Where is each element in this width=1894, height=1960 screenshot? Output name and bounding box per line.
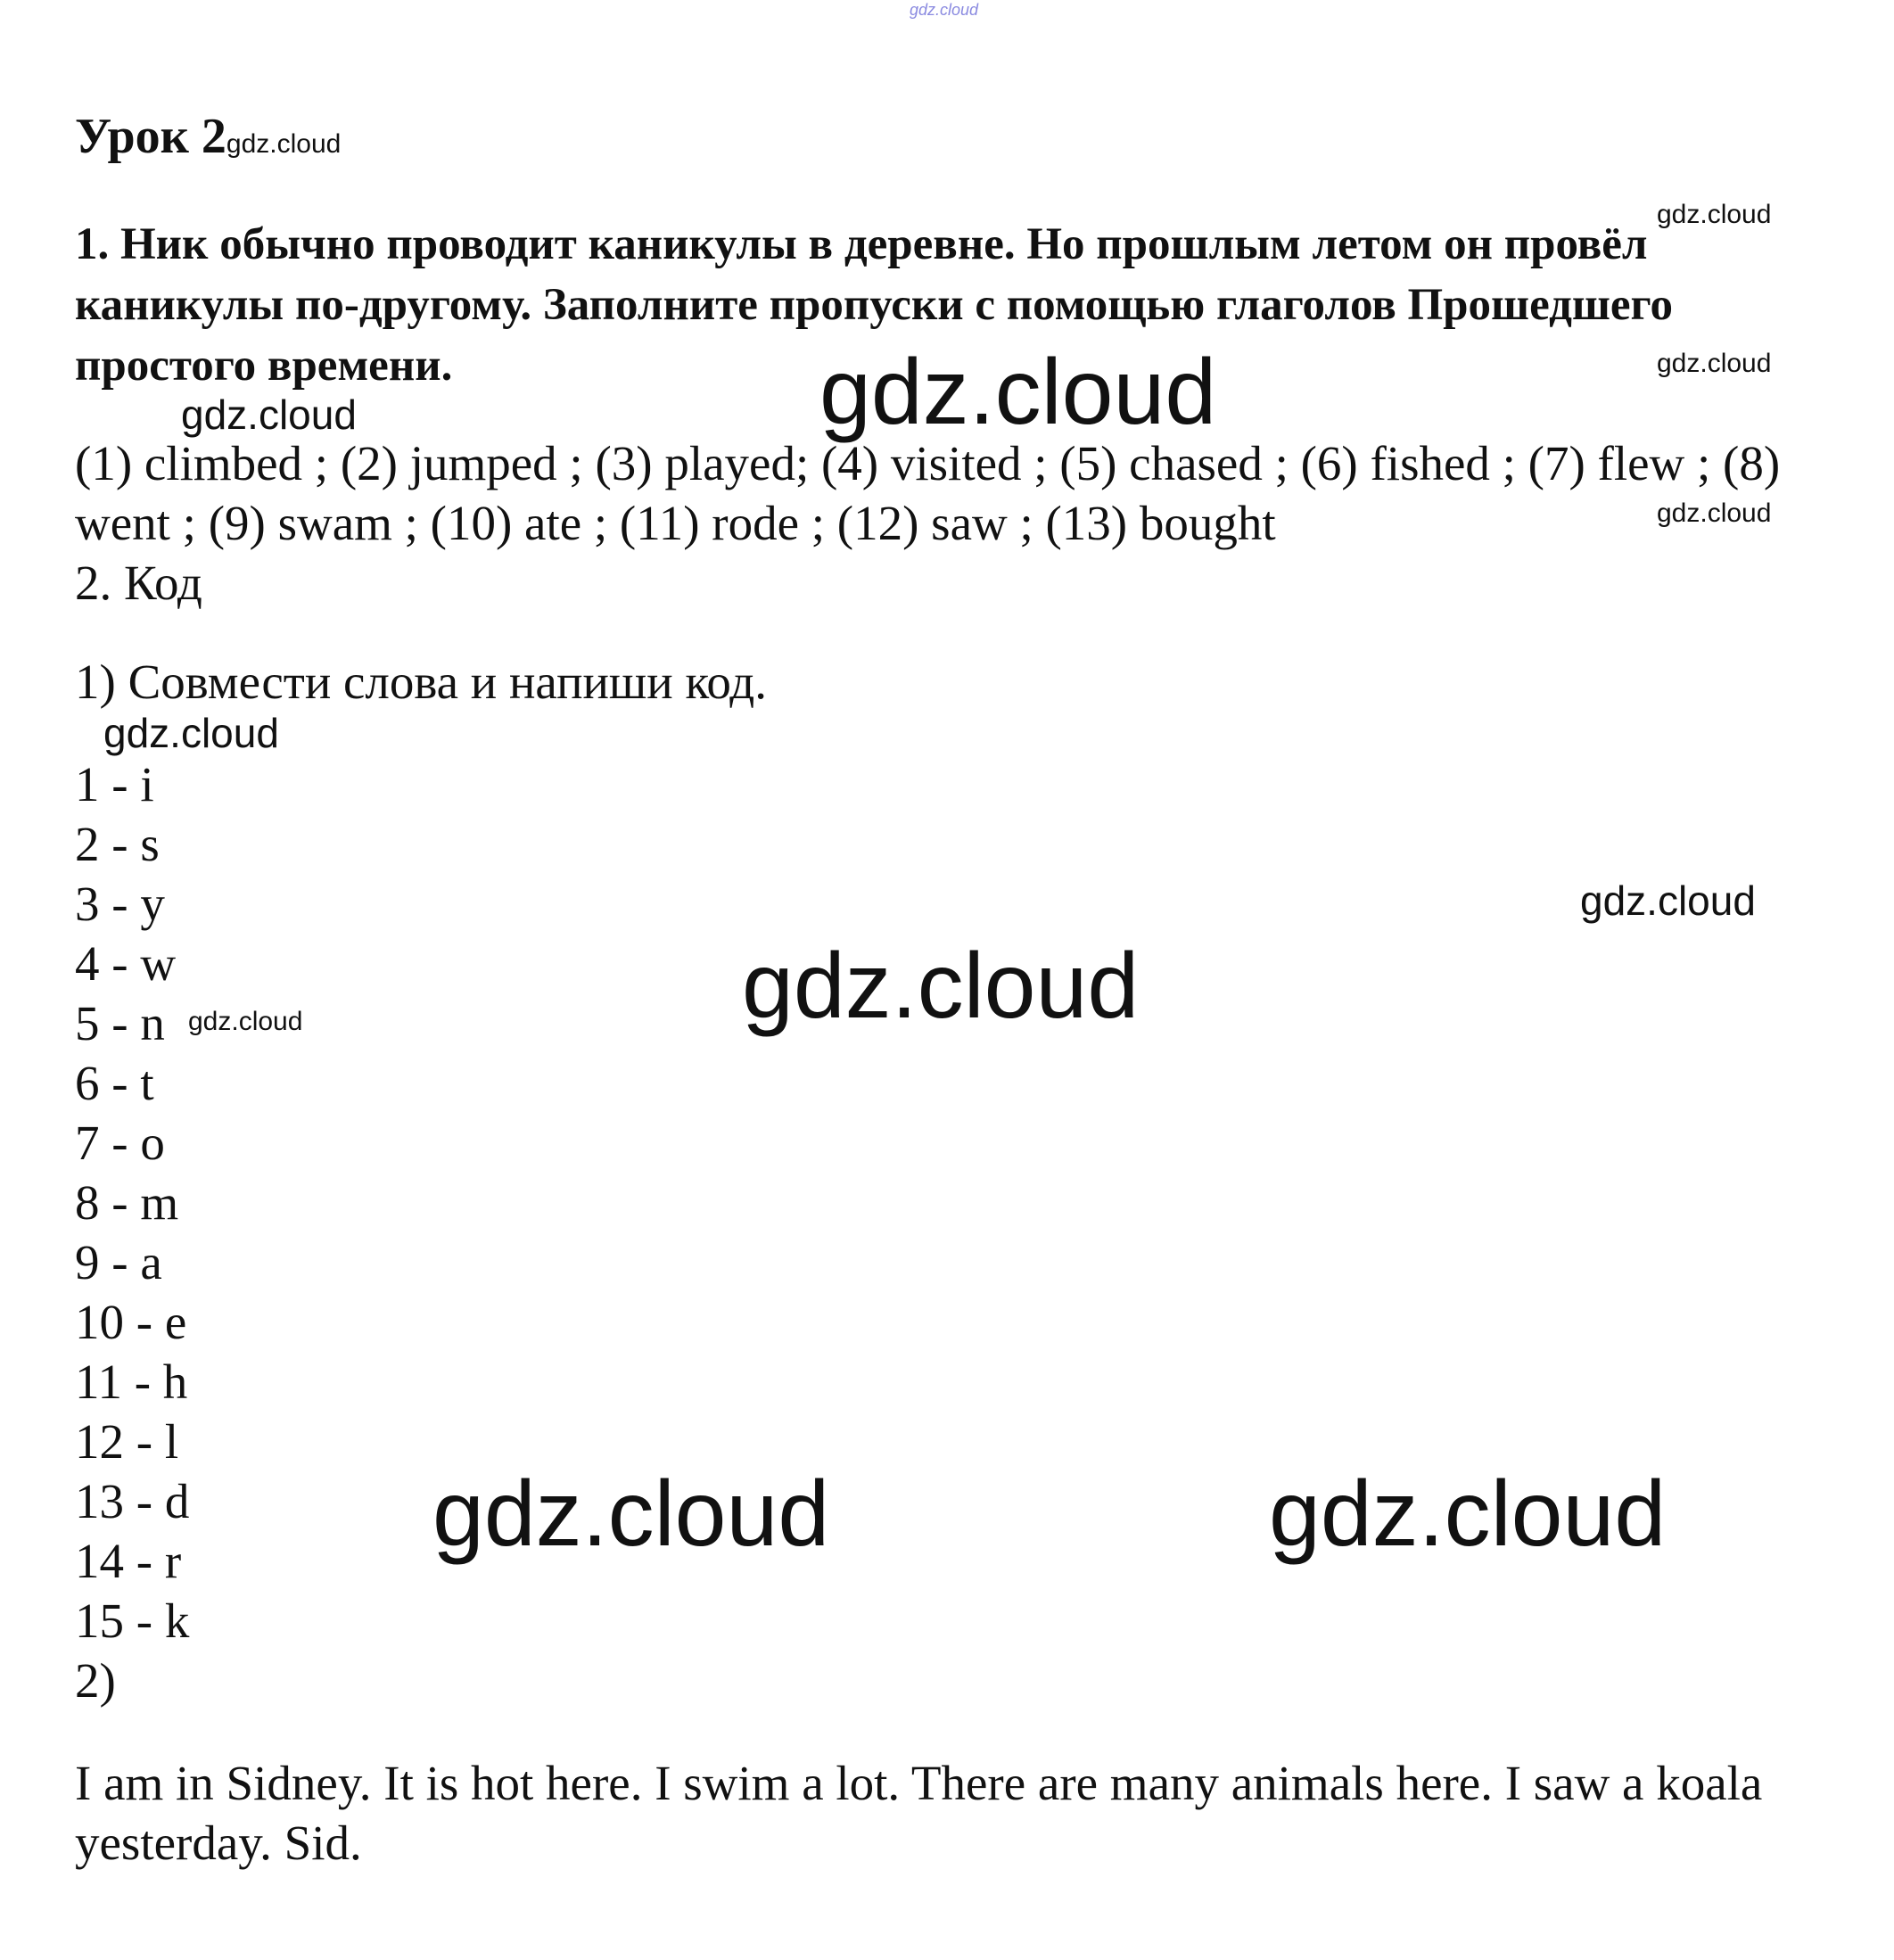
watermark-large: gdz.cloud xyxy=(819,341,1217,444)
watermark-top: gdz.cloud xyxy=(910,1,979,19)
code-item: 15 - k xyxy=(75,1594,190,1648)
watermark-small: gdz.cloud xyxy=(1657,349,1772,378)
code-item: 12 - l xyxy=(75,1414,179,1469)
code-list xyxy=(75,754,189,1710)
task2-heading: 2. Код xyxy=(75,556,202,610)
task2-sub2: 2) xyxy=(75,1653,116,1708)
watermark-small: gdz.cloud xyxy=(1657,498,1772,528)
watermark-medium: gdz.cloud xyxy=(1580,877,1756,924)
task1-answers: (1) climbed ; (2) jumped ; (3) played; (4) visited ; (5) chased ; (6) fished ; (7) flew ; (8) went ; (9) swam ; (10) ate ; (11) rode ; (12) saw ; (13) bought xyxy=(75,436,1781,550)
lesson-title-text: Урок 2 xyxy=(75,109,226,164)
code-item: 14 - r xyxy=(75,1534,182,1588)
lesson-title xyxy=(75,107,341,167)
watermark-small: gdz.cloud xyxy=(188,1007,303,1036)
task1-heading: 1. Ник обычно проводит каникулы в деревне. Но прошлым летом он провёл каникулы по-другому. Заполните пропуски с помощью глаголов Прошедшего простого времени. xyxy=(75,219,1673,391)
code-item: 11 - h xyxy=(75,1355,188,1409)
code-item: 8 - m xyxy=(75,1175,179,1230)
code-item: 1 - i xyxy=(75,757,154,811)
task2-sub1: 1) Совмести слова и напиши код. xyxy=(75,655,768,709)
code-item: 6 - t xyxy=(75,1056,154,1110)
watermark-large: gdz.cloud xyxy=(432,1462,830,1566)
lesson-title-subscript: gdz.cloud xyxy=(226,129,342,159)
code-item: 10 - e xyxy=(75,1295,187,1349)
watermark-small: gdz.cloud xyxy=(1657,200,1772,229)
code-item: 7 - o xyxy=(75,1116,165,1170)
task2-letter: I am in Sidney. It is hot here. I swim a lot. There are many animals here. I saw a koala yesterday. Sid. xyxy=(75,1756,1763,1870)
code-item: 3 - y xyxy=(75,877,165,931)
code-item: 5 - n xyxy=(75,996,165,1050)
watermark-large: gdz.cloud xyxy=(742,935,1140,1038)
code-item: 9 - a xyxy=(75,1235,162,1289)
task-answers-block xyxy=(75,433,1840,712)
code-item: 13 - d xyxy=(75,1474,190,1528)
code-item: 4 - w xyxy=(75,936,177,991)
watermark-large: gdz.cloud xyxy=(1269,1462,1667,1566)
watermark-medium: gdz.cloud xyxy=(181,391,357,438)
watermark-medium: gdz.cloud xyxy=(103,710,279,756)
code-item: 2 - s xyxy=(75,817,160,871)
